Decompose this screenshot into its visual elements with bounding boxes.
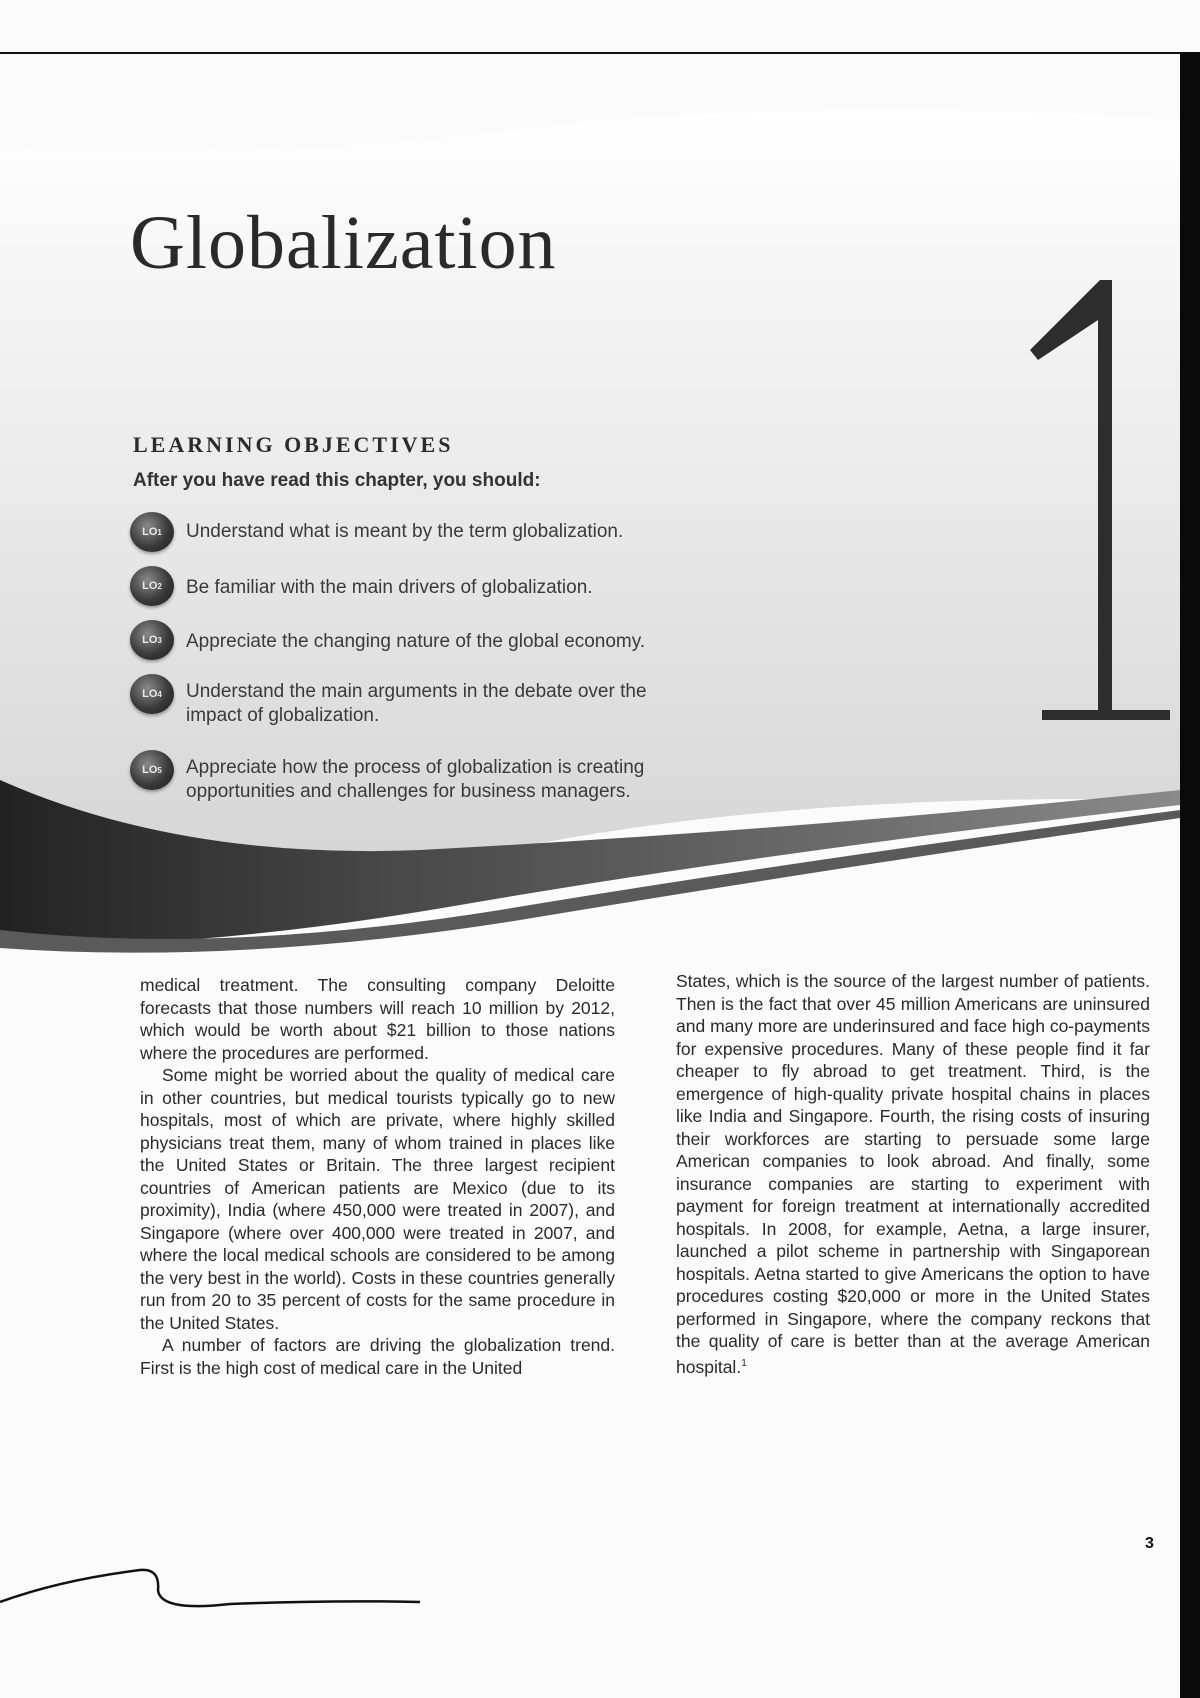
learning-objective-text: Understand what is meant by the term globalization.: [186, 521, 624, 542]
learning-objective-text: Appreciate the changing nature of the global economy.: [186, 631, 646, 652]
lo-badge-icon: LO 5: [130, 750, 174, 790]
page-number: 3: [1145, 1535, 1154, 1552]
learning-objective-text: Understand the main arguments in the debate over the impact of globalization.: [186, 681, 647, 726]
body-column-right: [676, 970, 1150, 1378]
learning-objectives-heading: LEARNING OBJECTIVES: [133, 432, 454, 457]
learning-objective-item: [130, 620, 746, 660]
learning-objective-text: Be familiar with the main drivers of globalization.: [186, 577, 593, 598]
body-paragraph: medical treatment. The consulting company Deloitte forecasts that those numbers will reach 10 million by 2012, which would be worth about $21 billion to those nations where the procedures are performed.: [140, 975, 615, 1063]
learning-objective-item: [130, 512, 746, 552]
body-column-left: [140, 974, 615, 1379]
learning-objective-text: Appreciate how the process of globalization is creating opportunities and challenges for business managers.: [186, 757, 645, 802]
learning-objective-item: [130, 674, 706, 728]
pen-scribble: [0, 1540, 430, 1620]
lo-badge-icon: LO 3: [130, 620, 174, 660]
lo-badge-icon: LO 1: [130, 512, 174, 552]
chapter-number: [980, 250, 1180, 720]
body-paragraph-text: States, which is the source of the largest number of patients. Then is the fact that over 45 million Americans are uninsured and many more are underinsured and face high co-payments for expensive procedures. Many of these people find it far cheaper to fly abroad to get treatment. Third, is the emergence of high-quality private hospital chains in places like India and Singapore. Fourth, the rising costs of insuring their workforces are starting to persuade some large American companies to look abroad. And finally, some insurance companies are starting to experiment with payment for foreign treatment at internationally accredited hospitals. In 2008, for example, Aetna, a large insurer, launched a pilot scheme in partnership with Singaporean hospitals. Aetna started to give Americans the option to have procedures costing $20,000 or more in the United States performed in Singapore, where the company reckons that the quality of care is better than at the average American hospital.: [676, 971, 1150, 1377]
learning-objectives-subheading: After you have read this chapter, you should:: [133, 470, 541, 491]
lo-badge-icon: LO 2: [130, 566, 174, 606]
body-paragraph: A number of factors are driving the globalization trend. First is the high cost of medical care in the United: [140, 1335, 615, 1378]
chapter-number-glyph: [980, 250, 1180, 720]
chapter-title: Globalization: [130, 201, 557, 285]
learning-objective-item: [130, 566, 746, 606]
page-edge-shadow: [1180, 52, 1200, 1698]
lo-badge-icon: LO 4: [130, 674, 174, 714]
body-paragraph: Some might be worried about the quality of medical care in other countries, but medical tourists typically go to new hospitals, most of which are private, where highly skilled physicians treat them, many of whom trained in places like the United States or Britain. The three largest recipient countries of American patients are Mexico (due to its proximity), India (where 450,000 were treated in 2007), and Singapore (where over 400,000 were treated in 2007, and where the local medical schools are considered to be among the very best in the world). Costs in these countries generally run from 20 to 35 percent of costs for the same procedure in the United States.: [140, 1065, 615, 1333]
top-border-line: [0, 52, 1200, 54]
footnote-marker: 1: [741, 1357, 747, 1369]
chapter-number-text: [980, 230, 981, 231]
body-paragraph: [676, 970, 1150, 1378]
learning-objective-item: [130, 750, 706, 804]
